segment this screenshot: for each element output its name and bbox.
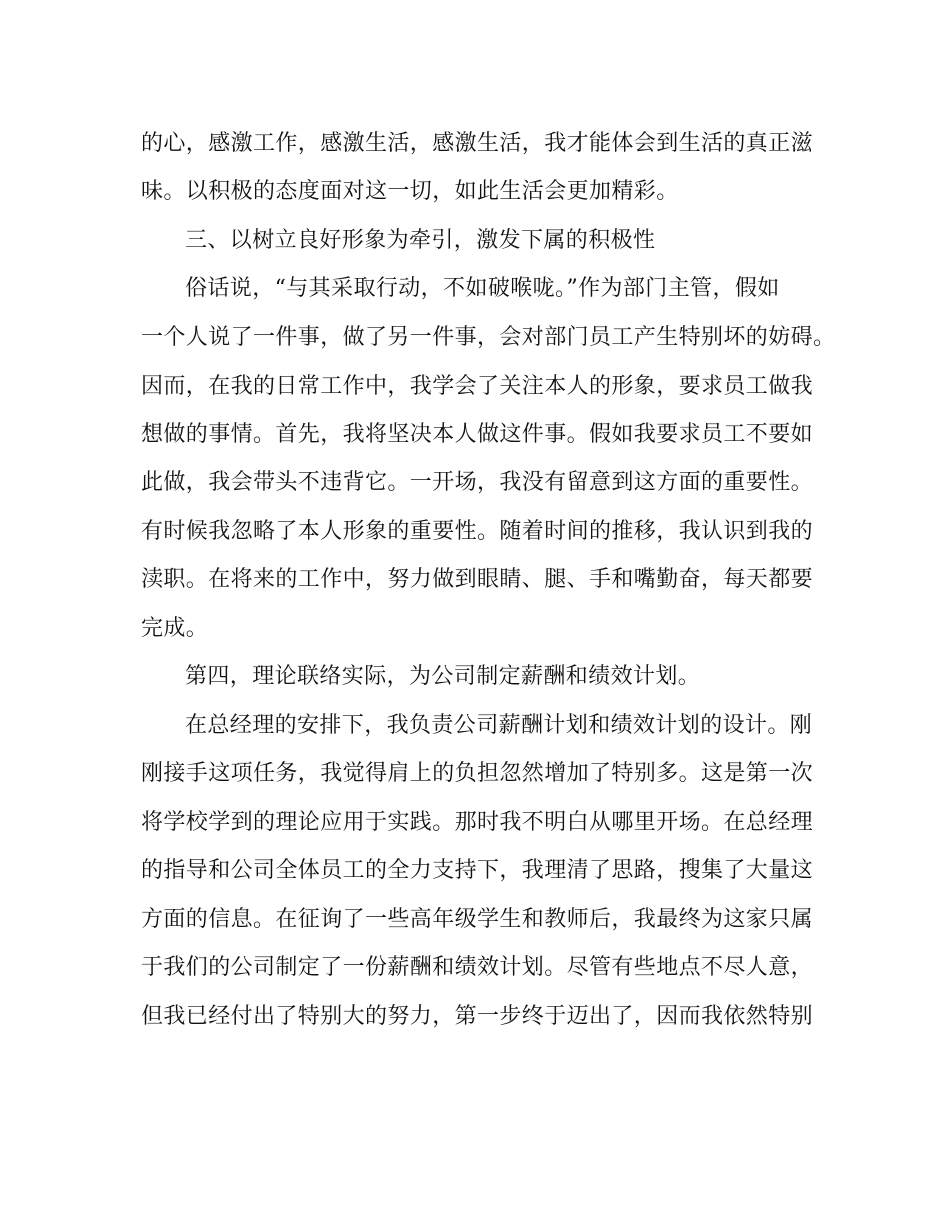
text-line-10: 渎职。在将来的工作中，努力做到眼睛、腿、手和嘴勤奋，每天都要 [141,567,814,592]
text-line-18: 于我们的公司制定了一份薪酬和绩效计划。尽管有些地点不尽人意， [141,955,814,980]
text-line-11: 完成。 [141,616,209,641]
text-line-6: 因而，在我的日常工作中，我学会了关注本人的形象，要求员工做我 [141,374,814,399]
text-line-8: 此做，我会带头不违背它。一开场，我没有留意到这方面的重要性。 [141,470,814,495]
section-heading-3: 三、以树立良好形象为牵引，激发下属的积极性 [185,228,656,253]
section-heading-4: 第四，理论联络实际，为公司制定薪酬和绩效计划。 [185,664,701,689]
text-line-15: 将学校学到的理论应用于实践。那时我不明白从哪里开场。在总经理 [141,810,814,835]
text-line-5: 一个人说了一件事，做了另一件事，会对部门员工产生特别坏的妨碍。 [141,325,836,350]
text-line-17: 方面的信息。在征询了一些高年级学生和教师后，我最终为这家只属 [141,907,814,932]
text-line-13: 在总经理的安排下，我负责公司薪酬计划和绩效计划的设计。刚 [185,713,813,738]
text-line-14: 刚接手这项任务，我觉得肩上的负担忽然增加了特别多。这是第一次 [141,761,814,786]
text-line-2: 味。以积极的态度面对这一切，如此生活会更加精彩。 [141,179,679,204]
text-line-19: 但我已经付出了特别大的努力，第一步终于迈出了，因而我依然特别 [141,1004,814,1029]
text-line-7: 想做的事情。首先，我将坚决本人做这件事。假如我要求员工不要如 [141,422,814,447]
text-line-4: 俗话说，“与其采取行动，不如破喉咙。”作为部门主管，假如 [185,276,780,301]
text-line-9: 有时候我忽略了本人形象的重要性。随着时间的推移，我认识到我的 [141,519,814,544]
text-line-16: 的指导和公司全体员工的全力支持下，我理清了思路，搜集了大量这 [141,858,814,883]
text-line-1: 的心，感激工作，感激生活，感激生活，我才能体会到生活的真正滋 [141,131,814,156]
